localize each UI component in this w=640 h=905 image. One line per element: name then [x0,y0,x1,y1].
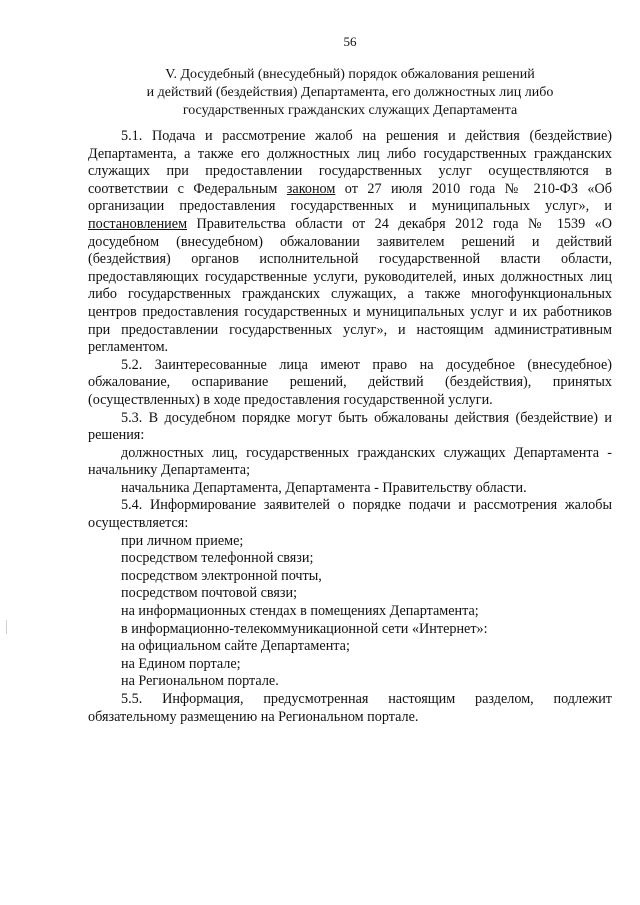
list-item: на Региональном портале. [121,673,279,690]
heading-line-1: V. Досудебный (внесудебный) порядок обжалования решений [165,67,535,82]
document-body [88,128,612,726]
paragraph-5-1-part-1: 5.1. Подача и рассмотрение жалоб на решения и действия (бездействие) Департамента, а также его должностных лиц либо государственных гражданских служащих при предоставлении государственных услуг осуществляются в соответствии с Федеральным [88,128,612,197]
heading-line-3: государственных гражданских служащих Департамента [182,103,518,118]
list-item: на Едином портале; [121,655,241,672]
list-item: должностных лиц, государственных гражданских служащих Департамента - начальнику Департамента; [88,444,612,479]
paragraph-5-3: 5.3. В досудебном порядке могут быть обжалованы действия (бездействие) и решения: [88,409,612,444]
paragraph-5-1 [88,128,612,357]
paragraph-5-5: 5.5. Информация, предусмотренная настоящим разделом, подлежит обязательному размещению на Региональном портале. [88,691,612,725]
list-item: посредством телефонной связи; [121,550,314,567]
scan-artifact [6,620,7,634]
paragraph-5-2: 5.2. Заинтересованные лица имеют право на досудебное (внесудебное) обжалование, оспаривание решений, действий (бездействия), принятых (осуществленных) в ходе предоставления государственной услуги. [88,356,612,408]
list-item: при личном приеме; [121,532,244,549]
list-item: посредством электронной почты, [121,567,322,584]
page-number: 56 [343,34,357,49]
list-item: на информационных стендах в помещениях Департамента; [121,603,479,620]
federal-law-link[interactable]: законом [286,180,336,197]
paragraph-5-4: 5.4. Информирование заявителей о порядке подачи и рассмотрения жалобы осуществляется: [88,497,612,532]
list-item: посредством почтовой связи; [121,585,298,602]
list-item: начальника Департамента, Департамента - Правительству области. [121,479,527,496]
section-heading [88,66,612,120]
paragraph-5-1-part-2: от 27 июля 2010 года № 210-ФЗ «Об организации предоставления государственных и муниципальных услуг», и [88,180,612,215]
heading-line-2: и действий (бездействия) Департамента, его должностных лиц либо [146,85,554,100]
list-item: в информационно-телекоммуникационной сети «Интернет»: [121,620,488,637]
paragraph-5-1-part-3: Правительства области от 24 декабря 2012 года № 1539 «О досудебном (внесудебном) обжаловании заявителем решений и действий (бездействия) органов исполнительной государственной власти области, предоставляющих государственные услуги, руководителей, иных должностных лиц либо государственных гражданских служащих, а также многофункциональных центров предоставления государственных и муниципальных услуг и их работников при предоставлении государственных услуг», и настоящим административным регламентом. [88,215,612,356]
resolution-link[interactable]: постановлением [88,215,188,232]
list-item: на официальном сайте Департамента; [121,638,350,655]
